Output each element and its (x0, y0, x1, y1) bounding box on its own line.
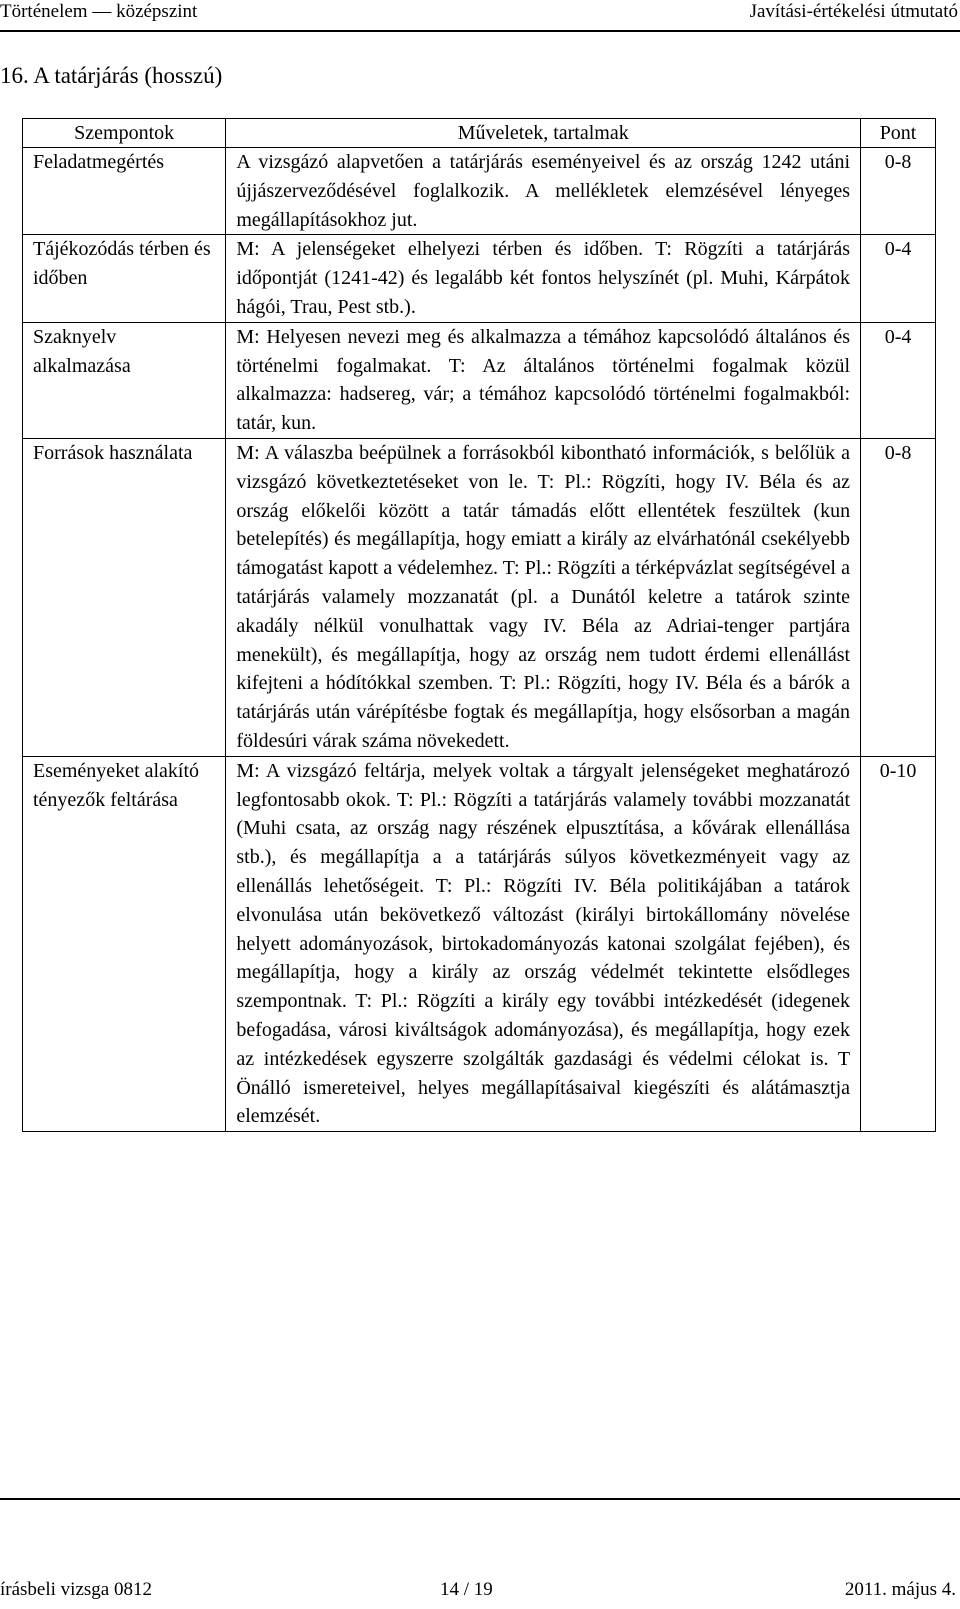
criterion-cell: Források használata (23, 438, 226, 756)
header-criteria: Szempontok (23, 119, 226, 148)
page-header (0, 0, 960, 24)
header-subject: Történelem — középszint (0, 1, 198, 22)
header-doc-type: Javítási-értékelési útmutató (749, 1, 958, 22)
header-divider (0, 30, 960, 32)
grading-table (22, 118, 936, 1132)
content-cell: M: A válaszba beépülnek a forrásokból kibontható információk, s belőlük a vizsgázó következtetéseket von le. T: Pl.: Rögzíti, hogy IV. Béla és az ország előkelői között a tatár támadás előtt ellentétek feszültek (kun betelepítés) és megállapítja, hogy emiatt a király az elvárhatónál csekélyebb támogatást kapott a védelemhez. T: Pl.: Rögzíti a térképvázlat segítségével a tatárjárás valamely mozzanatát (pl. a Dunától keletre a tatárok szinte akadály nélkül vonulhattak vagy IV. Béla az Adriai-tenger partjára menekült), és megállapítja, hogy az ország nem tudott érdemi ellenállást kifejteni a hódítókkal szemben. T: Pl.: Rögzíti, hogy IV. Béla és a bárók a tatárjárás után várépítésbe fogtak és megállapítja, hogy elsősorban a magán földesúri várak száma növekedett. (226, 438, 861, 756)
table-row (23, 148, 936, 235)
criterion-cell: Szaknyelv alkalmazása (23, 322, 226, 438)
points-cell: 0-4 (861, 235, 936, 322)
points-cell: 0-8 (861, 438, 936, 756)
points-cell: 0-8 (861, 148, 936, 235)
points-cell: 0-4 (861, 322, 936, 438)
header-points: Pont (861, 119, 936, 148)
table-header-row (23, 119, 936, 148)
table-row (23, 756, 936, 1131)
points-cell: 0-10 (861, 756, 936, 1131)
table-row (23, 322, 936, 438)
footer-date: 2011. május 4. (844, 1579, 956, 1600)
criterion-cell: Feladatmegértés (23, 148, 226, 235)
criterion-cell: Eseményeket alakító tényezők feltárása (23, 756, 226, 1131)
criterion-cell: Tájékozódás térben és időben (23, 235, 226, 322)
table-row (23, 438, 936, 756)
footer-exam-code: írásbeli vizsga 0812 (0, 1579, 152, 1600)
content-cell: M: Helyesen nevezi meg és alkalmazza a témához kapcsolódó általános és történelmi fogalmakat. T: Az általános történelmi fogalmak közül alkalmazza: hadsereg, vár; a témához kapcsolódó történelmi fogalmakból: tatár, kun. (226, 322, 861, 438)
content-cell: A vizsgázó alapvetően a tatárjárás eseményeivel és az ország 1242 utáni újjászerveződésével foglalkozik. A mellékletek elemzésével lényeges megállapításokhoz jut. (226, 148, 861, 235)
header-operations: Műveletek, tartalmak (226, 119, 861, 148)
content-cell: M: A vizsgázó feltárja, melyek voltak a tárgyalt jelenségeket meghatározó legfontosabb okok. T: Pl.: Rögzíti a tatárjárás valamely további mozzanatát (Muhi csata, az ország nagy részének elpusztítása, a kővárak ellenállása stb.), és megállapítja a a tatárjárás súlyos következményeit vagy az ellenállás lehetőségeit. T: Pl.: Rögzíti IV. Béla politikájában a tatárok elvonulása után bekövetkező változást (királyi birtokállomány növelése helyett adományozások, birtokadományozás katonai szolgálat fejében), és megállapítja, hogy a király az ország védelmét tekintette elsődleges szempontnak. T: Pl.: Rögzíti a király egy további intézkedését (idegenek befogadása, városi kiváltságok adományozása), és megállapítja, hogy ezek az intézkedések egyszerre szolgálták gazdasági és védelmi célokat is. T Önálló ismereteivel, helyes megállapításaival kiegészíti és alátámasztja elemzését. (226, 756, 861, 1131)
table-row (23, 235, 936, 322)
task-title: 16. A tatárjárás (hosszú) (0, 63, 223, 88)
footer-divider (0, 1498, 960, 1500)
page-number: 14 / 19 (440, 1579, 493, 1600)
content-cell: M: A jelenségeket elhelyezi térben és időben. T: Rögzíti a tatárjárás időpontját (1241-42) és legalább két fontos helyszínét (pl. Muhi, Kárpátok hágói, Trau, Pest stb.). (226, 235, 861, 322)
